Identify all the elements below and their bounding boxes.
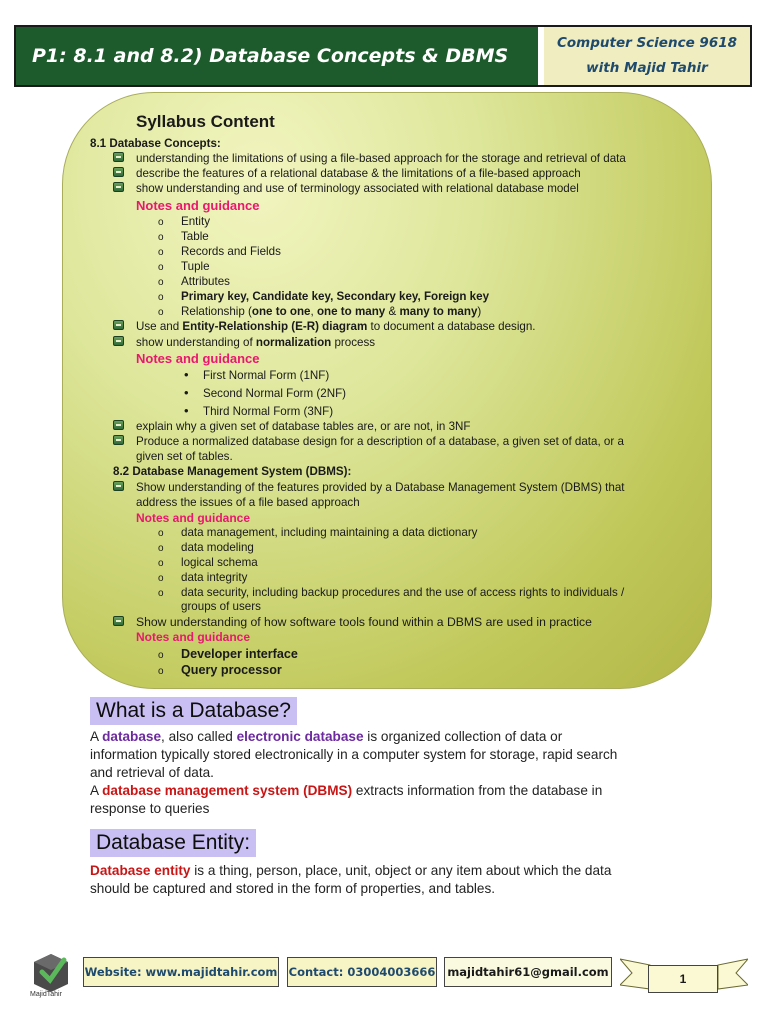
course-name: Computer Science 9618 xyxy=(556,35,738,51)
logo-text: MajidTahir xyxy=(30,991,62,998)
circle-bullet-icon: o xyxy=(158,666,164,677)
term-database-entity: Database entity xyxy=(90,863,191,878)
paragraph-line xyxy=(90,862,611,880)
dot-bullet-icon: • xyxy=(184,367,189,382)
syllabus-item-cont: address the issues of a file based approach xyxy=(136,496,360,509)
syllabus-item-normalization xyxy=(136,336,375,350)
notes-guidance-label: Notes and guidance xyxy=(136,630,251,644)
relationship-suffix: ) xyxy=(477,305,482,318)
syllabus-item: describe the features of a relational database & the limitations of a file-based approach xyxy=(136,167,581,180)
book-bullet-icon xyxy=(113,435,124,445)
dbms-note-item: data modeling xyxy=(181,541,254,554)
tool-item: Developer interface xyxy=(181,647,298,661)
circle-bullet-icon: o xyxy=(158,307,164,318)
header-title: P1: 8.1 and 8.2) Database Concepts & DBMS xyxy=(16,27,538,85)
syllabus-item: understanding the limitations of using a file-based approach for the storage and retrieval of data xyxy=(136,152,626,165)
norm-suffix: process xyxy=(331,336,376,349)
term-electronic-database: electronic database xyxy=(236,729,364,744)
syllabus-item: explain why a given set of database tables are, or are not, in 3NF xyxy=(136,420,471,433)
paragraph-line: and retrieval of data. xyxy=(90,765,214,780)
text: is a thing, person, place, unit, object or any item about which the data xyxy=(190,863,612,878)
term-dbms: database management system (DBMS) xyxy=(102,783,353,798)
footer-website[interactable]: Website: www.majidtahir.com xyxy=(83,957,279,987)
circle-bullet-icon: o xyxy=(158,247,164,258)
term-item: Table xyxy=(181,230,209,243)
section-82-heading: 8.2 Database Management System (DBMS): xyxy=(113,465,352,478)
circle-bullet-icon: o xyxy=(158,543,164,554)
term-item: Attributes xyxy=(181,275,230,288)
circle-bullet-icon: o xyxy=(158,232,164,243)
relationship-sep: , xyxy=(310,305,317,318)
dbms-note-item: data integrity xyxy=(181,571,248,584)
footer-email[interactable]: majidtahir61@gmail.com xyxy=(444,957,612,987)
circle-bullet-icon: o xyxy=(158,650,164,661)
watermark: ​ xyxy=(69,724,90,741)
syllabus-item: show understanding and use of terminology associated with relational database model xyxy=(136,182,579,195)
book-bullet-icon xyxy=(113,336,124,346)
book-bullet-icon xyxy=(113,420,124,430)
header-course xyxy=(544,27,750,85)
dbms-note-item: data security, including backup procedures and the use of access rights to individuals / xyxy=(181,586,625,599)
term-item: Tuple xyxy=(181,260,210,273)
tool-item: Query processor xyxy=(181,663,282,677)
text: , also called xyxy=(161,729,237,744)
relationship-prefix: Relationship ( xyxy=(181,305,252,318)
norm-prefix: show understanding of xyxy=(136,336,256,349)
paragraph-line: response to queries xyxy=(90,801,210,816)
er-prefix: Use and xyxy=(136,320,183,333)
notes-guidance-label: Notes and guidance xyxy=(136,511,251,525)
paragraph-line: information typically stored electronically in a computer system for storage, rapid search xyxy=(90,747,618,762)
page-number: 1 xyxy=(648,965,718,993)
dbms-note-item-cont: groups of users xyxy=(181,600,261,613)
circle-bullet-icon: o xyxy=(158,588,164,599)
syllabus-item: Show understanding of the features provided by a Database Management System (DBMS) that xyxy=(136,481,625,494)
circle-bullet-icon: o xyxy=(158,573,164,584)
text: A xyxy=(90,729,103,744)
er-suffix: to document a database design. xyxy=(367,320,536,333)
circle-bullet-icon: o xyxy=(158,292,164,303)
relationship-one-to-many: one to many xyxy=(316,305,386,318)
dot-bullet-icon: • xyxy=(184,385,189,400)
book-bullet-icon xyxy=(113,616,124,626)
page-header xyxy=(14,25,752,87)
relationship-one-to-one: one to one xyxy=(251,305,311,318)
section-heading-database: What is a Database? xyxy=(90,697,297,725)
term-database: database xyxy=(102,729,162,744)
syllabus-item: Show understanding of how software tools found within a DBMS are used in practice xyxy=(136,615,592,629)
paragraph-line: should be captured and stored in the form of properties, and tables. xyxy=(90,881,496,896)
section-heading-entity: Database Entity: xyxy=(90,829,256,857)
book-bullet-icon xyxy=(113,152,124,162)
term-item: Records and Fields xyxy=(181,245,281,258)
syllabus-title: Syllabus Content xyxy=(136,112,275,131)
footer-contact[interactable]: Contact: 03004003666 xyxy=(287,957,437,987)
notes-guidance-label: Notes and guidance xyxy=(136,351,260,366)
dbms-note-item: data management, including maintaining a data dictionary xyxy=(181,526,478,539)
dot-bullet-icon: • xyxy=(184,403,189,418)
relationship-sep: & xyxy=(385,305,400,318)
book-bullet-icon xyxy=(113,320,124,330)
circle-bullet-icon: o xyxy=(158,528,164,539)
text: extracts information from the database in xyxy=(352,783,603,798)
paragraph-line xyxy=(90,728,562,746)
term-item: Entity xyxy=(181,215,210,228)
er-term: Entity-Relationship (E-R) diagram xyxy=(182,320,368,333)
text: A xyxy=(90,783,103,798)
course-teacher: with Majid Tahir xyxy=(586,60,708,76)
relationship-many-to-many: many to many xyxy=(399,305,478,318)
term-item-relationship xyxy=(181,305,481,319)
text: is organized collection of data or xyxy=(363,729,563,744)
section-81-heading: 8.1 Database Concepts: xyxy=(90,137,221,150)
normal-form-item: Third Normal Form (3NF) xyxy=(203,405,334,418)
term-item-keys: Primary key, Candidate key, Secondary key, Foreign key xyxy=(181,290,490,303)
circle-bullet-icon: o xyxy=(158,558,164,569)
syllabus-item-er xyxy=(136,320,536,334)
syllabus-item-cont: given set of tables. xyxy=(136,450,233,463)
circle-bullet-icon: o xyxy=(158,262,164,273)
normal-form-item: First Normal Form (1NF) xyxy=(203,369,330,382)
norm-term: normalization xyxy=(255,336,332,349)
circle-bullet-icon: o xyxy=(158,217,164,228)
book-bullet-icon xyxy=(113,167,124,177)
syllabus-item: Produce a normalized database design for a description of a database, a given set of data, or a xyxy=(136,435,624,448)
dbms-note-item: logical schema xyxy=(181,556,258,569)
book-bullet-icon xyxy=(113,481,124,491)
paragraph-line xyxy=(90,782,602,800)
notes-guidance-label: Notes and guidance xyxy=(136,198,260,213)
circle-bullet-icon: o xyxy=(158,277,164,288)
book-bullet-icon xyxy=(113,182,124,192)
normal-form-item: Second Normal Form (2NF) xyxy=(203,387,347,400)
